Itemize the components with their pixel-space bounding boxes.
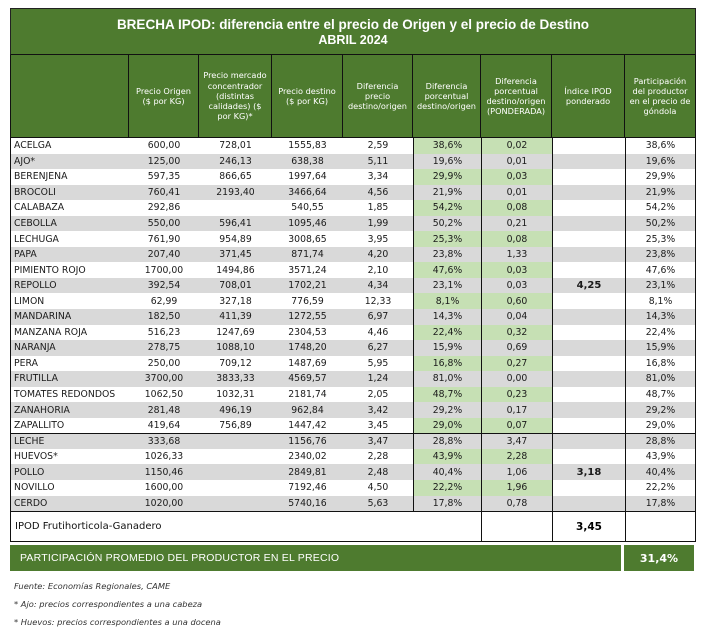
cell-precio-origen: 278,75: [129, 340, 199, 356]
cell-dif-precio: 3,47: [343, 433, 413, 449]
cell-precio-destino: 2181,74: [272, 387, 343, 403]
table-row: [11, 216, 695, 232]
cell-precio-origen: 333,68: [129, 433, 199, 449]
table-row: [11, 278, 695, 294]
cell-dif-ponderada: 0,03: [481, 278, 552, 294]
cell-precio-destino: 2849,81: [272, 464, 343, 480]
cell-dif-ponderada: 0,08: [481, 200, 552, 216]
cell-dif-precio: 12,33: [343, 293, 413, 309]
table-row: [11, 480, 695, 496]
cell-precio-origen: 1700,00: [129, 262, 199, 278]
cell-dif-ponderada: 0,08: [481, 231, 552, 247]
cell-participacion: 19,6%: [625, 154, 695, 170]
cell-precio-origen: 292,86: [129, 200, 199, 216]
cell-producto: POLLO: [11, 464, 129, 480]
cell-dif-ponderada: 0,03: [481, 169, 552, 185]
cell-indice-ipod: [552, 138, 625, 154]
cell-dif-ponderada: 0,60: [481, 293, 552, 309]
cell-precio-origen: 1026,33: [129, 449, 199, 465]
cell-producto: PIMIENTO ROJO: [11, 262, 129, 278]
cell-precio-concentrador: [199, 464, 272, 480]
cell-dif-precio: 3,45: [343, 418, 413, 434]
cell-precio-destino: 540,55: [272, 200, 343, 216]
cell-precio-destino: 871,74: [272, 247, 343, 263]
cell-dif-porcentual: 25,3%: [413, 231, 481, 247]
cell-participacion: 29,0%: [625, 418, 695, 434]
cell-dif-precio: 3,34: [343, 169, 413, 185]
cell-precio-origen: 761,90: [129, 231, 199, 247]
cell-producto: LECHUGA: [11, 231, 129, 247]
cell-precio-destino: 3466,64: [272, 185, 343, 201]
cell-dif-porcentual: 23,8%: [413, 247, 481, 263]
cell-indice-ipod: [552, 418, 625, 434]
cell-precio-origen: 3700,00: [129, 371, 199, 387]
cell-indice-ipod: [552, 231, 625, 247]
cell-producto: NOVILLO: [11, 480, 129, 496]
cell-indice-ipod: [552, 293, 625, 309]
cell-dif-porcentual: 29,2%: [413, 402, 481, 418]
cell-dif-porcentual: 19,6%: [413, 154, 481, 170]
cell-producto: AJO*: [11, 154, 129, 170]
table-row: [11, 309, 695, 325]
cell-producto: HUEVOS*: [11, 449, 129, 465]
cell-precio-origen: 125,00: [129, 154, 199, 170]
header-precio-concentrador: Precio mercado concentrador (distintas calidades) ($ por KG)*: [199, 55, 272, 137]
cell-dif-ponderada: 0,23: [481, 387, 552, 403]
title-banner: [10, 8, 696, 55]
table-row: [11, 154, 695, 170]
cell-precio-concentrador: 1088,10: [199, 340, 272, 356]
cell-precio-origen: 1600,00: [129, 480, 199, 496]
cell-precio-origen: 1062,50: [129, 387, 199, 403]
cell-producto: MANZANA ROJA: [11, 325, 129, 341]
cell-dif-porcentual: 21,9%: [413, 185, 481, 201]
table-row: [11, 231, 695, 247]
table-row: [11, 247, 695, 263]
cell-precio-origen: 392,54: [129, 278, 199, 294]
cell-dif-porcentual: 14,3%: [413, 309, 481, 325]
cell-dif-ponderada: 0,32: [481, 325, 552, 341]
table-row: [11, 262, 695, 278]
footnote-source: Fuente: Economías Regionales, CAME: [14, 581, 171, 592]
cell-participacion: 29,2%: [625, 402, 695, 418]
cell-dif-ponderada: 0,03: [481, 262, 552, 278]
cell-participacion: 8,1%: [625, 293, 695, 309]
cell-dif-precio: 6,27: [343, 340, 413, 356]
cell-precio-concentrador: 1032,31: [199, 387, 272, 403]
cell-precio-concentrador: [199, 449, 272, 465]
cell-participacion: 54,2%: [625, 200, 695, 216]
cell-dif-ponderada: 0,02: [481, 138, 552, 154]
cell-dif-ponderada: 1,06: [481, 464, 552, 480]
header-precio-origen: Precio Origen ($ por KG): [129, 55, 199, 137]
cell-dif-precio: 2,28: [343, 449, 413, 465]
cell-producto: ACELGA: [11, 138, 129, 154]
cell-indice-ipod: [552, 480, 625, 496]
cell-participacion: 25,3%: [625, 231, 695, 247]
cell-dif-ponderada: 0,01: [481, 185, 552, 201]
cell-precio-destino: 7192,46: [272, 480, 343, 496]
cell-precio-destino: 962,84: [272, 402, 343, 418]
cell-precio-destino: 1555,83: [272, 138, 343, 154]
cell-indice-ipod: [552, 496, 625, 512]
cell-precio-concentrador: 2193,40: [199, 185, 272, 201]
cell-precio-concentrador: [199, 200, 272, 216]
cell-producto: LECHE: [11, 433, 129, 449]
cell-producto: NARANJA: [11, 340, 129, 356]
cell-dif-porcentual: 28,8%: [413, 433, 481, 449]
cell-precio-destino: 1702,21: [272, 278, 343, 294]
cell-dif-precio: 5,63: [343, 496, 413, 512]
cell-indice-ipod: [552, 325, 625, 341]
cell-precio-concentrador: 728,01: [199, 138, 272, 154]
cell-precio-origen: 1150,46: [129, 464, 199, 480]
cell-precio-concentrador: 3833,33: [199, 371, 272, 387]
cell-precio-origen: 62,99: [129, 293, 199, 309]
table-row: [11, 449, 695, 465]
participation-banner: [10, 545, 696, 571]
cell-precio-origen: 250,00: [129, 356, 199, 372]
cell-precio-destino: 2340,02: [272, 449, 343, 465]
cell-dif-ponderada: 0,21: [481, 216, 552, 232]
table-row: [11, 325, 695, 341]
cell-dif-ponderada: 0,01: [481, 154, 552, 170]
cell-precio-concentrador: 708,01: [199, 278, 272, 294]
cell-dif-porcentual: 50,2%: [413, 216, 481, 232]
cell-indice-ipod: 3,18: [552, 464, 625, 480]
cell-precio-origen: 182,50: [129, 309, 199, 325]
cell-precio-concentrador: [199, 433, 272, 449]
ipod-value: 3,45: [552, 512, 625, 541]
table-row: [11, 356, 695, 372]
cell-producto: CERDO: [11, 496, 129, 512]
cell-dif-porcentual: 29,9%: [413, 169, 481, 185]
cell-producto: BERENJENA: [11, 169, 129, 185]
cell-precio-origen: 207,40: [129, 247, 199, 263]
cell-precio-destino: 3008,65: [272, 231, 343, 247]
cell-dif-precio: 2,05: [343, 387, 413, 403]
cell-participacion: 14,3%: [625, 309, 695, 325]
cell-producto: CALABAZA: [11, 200, 129, 216]
cell-dif-precio: 1,24: [343, 371, 413, 387]
footnote-ajo: * Ajo: precios correspondientes a una cabeza: [14, 599, 203, 610]
footnote-huevos: * Huevos: precios correspondientes a una docena: [14, 617, 221, 628]
cell-participacion: 16,8%: [625, 356, 695, 372]
cell-producto: MANDARINA: [11, 309, 129, 325]
cell-participacion: 48,7%: [625, 387, 695, 403]
cell-precio-origen: 1020,00: [129, 496, 199, 512]
cell-participacion: 50,2%: [625, 216, 695, 232]
cell-precio-concentrador: [199, 480, 272, 496]
cell-dif-porcentual: 17,8%: [413, 496, 481, 512]
header-dif-porcentual: Diferencia porcentual destino/origen: [413, 55, 481, 137]
cell-dif-ponderada: 1,96: [481, 480, 552, 496]
table-row: [11, 371, 695, 387]
ipod-blank-cell: [625, 512, 695, 541]
cell-participacion: 21,9%: [625, 185, 695, 201]
cell-precio-destino: 1748,20: [272, 340, 343, 356]
cell-dif-precio: 4,20: [343, 247, 413, 263]
cell-dif-precio: 4,34: [343, 278, 413, 294]
cell-dif-porcentual: 81,0%: [413, 371, 481, 387]
cell-precio-concentrador: 756,89: [199, 418, 272, 434]
cell-indice-ipod: [552, 154, 625, 170]
cell-indice-ipod: [552, 402, 625, 418]
cell-indice-ipod: [552, 216, 625, 232]
cell-dif-ponderada: 0,00: [481, 371, 552, 387]
cell-dif-precio: 4,46: [343, 325, 413, 341]
cell-precio-concentrador: 496,19: [199, 402, 272, 418]
cell-dif-porcentual: 22,4%: [413, 325, 481, 341]
cell-dif-ponderada: 3,47: [481, 433, 552, 449]
summary-row-ipod: [10, 512, 696, 542]
cell-precio-destino: 1095,46: [272, 216, 343, 232]
cell-participacion: 15,9%: [625, 340, 695, 356]
cell-indice-ipod: [552, 449, 625, 465]
cell-dif-ponderada: 0,04: [481, 309, 552, 325]
cell-producto: ZAPALLITO: [11, 418, 129, 434]
cell-dif-precio: 6,97: [343, 309, 413, 325]
cell-precio-destino: 3571,24: [272, 262, 343, 278]
ipod-blank-cell: [481, 512, 552, 541]
cell-participacion: 23,1%: [625, 278, 695, 294]
cell-precio-origen: 760,41: [129, 185, 199, 201]
header-indice-ipod: Índice IPOD ponderado: [552, 55, 625, 137]
cell-precio-concentrador: 596,41: [199, 216, 272, 232]
cell-precio-destino: 1156,76: [272, 433, 343, 449]
cell-producto: LIMON: [11, 293, 129, 309]
cell-participacion: 23,8%: [625, 247, 695, 263]
cell-precio-concentrador: 954,89: [199, 231, 272, 247]
cell-producto: FRUTILLA: [11, 371, 129, 387]
cell-precio-origen: 516,23: [129, 325, 199, 341]
cell-precio-origen: 550,00: [129, 216, 199, 232]
cell-participacion: 43,9%: [625, 449, 695, 465]
header-dif-ponderada: Diferencia porcentual destino/origen (PONDERADA): [481, 55, 552, 137]
cell-dif-precio: 4,56: [343, 185, 413, 201]
cell-producto: PERA: [11, 356, 129, 372]
cell-precio-destino: 1272,55: [272, 309, 343, 325]
table-row: [11, 200, 695, 216]
footnotes: [10, 581, 696, 627]
cell-precio-destino: 5740,16: [272, 496, 343, 512]
cell-producto: PAPA: [11, 247, 129, 263]
cell-precio-origen: 419,64: [129, 418, 199, 434]
table-row: [11, 433, 695, 449]
cell-precio-destino: 1487,69: [272, 356, 343, 372]
cell-precio-concentrador: 246,13: [199, 154, 272, 170]
cell-indice-ipod: [552, 262, 625, 278]
cell-indice-ipod: [552, 371, 625, 387]
report-title: BRECHA IPOD: diferencia entre el precio de Origen y el precio de Destino: [116, 16, 590, 32]
cell-dif-ponderada: 0,07: [481, 418, 552, 434]
cell-participacion: 22,4%: [625, 325, 695, 341]
cell-dif-precio: 4,50: [343, 480, 413, 496]
cell-producto: CEBOLLA: [11, 216, 129, 232]
cell-dif-porcentual: 23,1%: [413, 278, 481, 294]
cell-precio-origen: 600,00: [129, 138, 199, 154]
cell-dif-precio: 3,95: [343, 231, 413, 247]
cell-precio-concentrador: 866,65: [199, 169, 272, 185]
cell-precio-concentrador: 371,45: [199, 247, 272, 263]
cell-dif-precio: 2,10: [343, 262, 413, 278]
cell-dif-porcentual: 16,8%: [413, 356, 481, 372]
cell-indice-ipod: [552, 356, 625, 372]
cell-participacion: 22,2%: [625, 480, 695, 496]
cell-dif-precio: 3,42: [343, 402, 413, 418]
cell-dif-precio: 2,59: [343, 138, 413, 154]
participation-banner-value: 31,4%: [624, 545, 694, 571]
cell-indice-ipod: [552, 169, 625, 185]
cell-dif-porcentual: 47,6%: [413, 262, 481, 278]
cell-precio-destino: 2304,53: [272, 325, 343, 341]
cell-dif-ponderada: 0,17: [481, 402, 552, 418]
table-row: [11, 464, 695, 480]
table-row: [11, 293, 695, 309]
cell-indice-ipod: [552, 433, 625, 449]
ipod-label: IPOD Frutihorticola-Ganadero: [15, 521, 162, 533]
header-participacion: Participación del productor en el precio de góndola: [629, 75, 691, 117]
cell-dif-porcentual: 54,2%: [413, 200, 481, 216]
cell-dif-porcentual: 48,7%: [413, 387, 481, 403]
table-row: [11, 402, 695, 418]
table-row: [11, 169, 695, 185]
cell-precio-concentrador: 709,12: [199, 356, 272, 372]
cell-indice-ipod: [552, 247, 625, 263]
cell-participacion: 28,8%: [625, 433, 695, 449]
cell-producto: REPOLLO: [11, 278, 129, 294]
cell-dif-ponderada: 0,78: [481, 496, 552, 512]
cell-dif-porcentual: 22,2%: [413, 480, 481, 496]
cell-dif-ponderada: 2,28: [481, 449, 552, 465]
cell-dif-porcentual: 15,9%: [413, 340, 481, 356]
cell-dif-porcentual: 40,4%: [413, 464, 481, 480]
cell-producto: BROCOLI: [11, 185, 129, 201]
table-row: [11, 387, 695, 403]
cell-indice-ipod: [552, 340, 625, 356]
ipod-table: [10, 8, 696, 627]
cell-participacion: 29,9%: [625, 169, 695, 185]
column-header-row: [10, 55, 696, 138]
cell-dif-ponderada: 0,69: [481, 340, 552, 356]
cell-participacion: 40,4%: [625, 464, 695, 480]
cell-precio-concentrador: 411,39: [199, 309, 272, 325]
cell-dif-precio: 5,11: [343, 154, 413, 170]
cell-precio-origen: 281,48: [129, 402, 199, 418]
cell-precio-destino: 4569,57: [272, 371, 343, 387]
cell-producto: ZANAHORIA: [11, 402, 129, 418]
table-row: [11, 418, 695, 434]
table-body: [10, 138, 696, 512]
cell-dif-ponderada: 0,27: [481, 356, 552, 372]
header-precio-destino: Precio destino ($ por KG): [272, 55, 343, 137]
cell-dif-porcentual: 43,9%: [413, 449, 481, 465]
report-period: ABRIL 2024: [318, 32, 388, 47]
cell-producto: TOMATES REDONDOS: [11, 387, 129, 403]
cell-participacion: 38,6%: [625, 138, 695, 154]
cell-dif-ponderada: 1,33: [481, 247, 552, 263]
cell-indice-ipod: [552, 185, 625, 201]
cell-indice-ipod: [552, 200, 625, 216]
cell-precio-concentrador: 1247,69: [199, 325, 272, 341]
header-dif-precio: Diferencia precio destino/origen: [343, 55, 413, 137]
cell-dif-porcentual: 8,1%: [413, 293, 481, 309]
cell-indice-ipod: 4,25: [552, 278, 625, 294]
table-row: [11, 185, 695, 201]
cell-dif-precio: 1,85: [343, 200, 413, 216]
header-producto: [11, 55, 129, 137]
cell-dif-porcentual: 38,6%: [413, 138, 481, 154]
cell-participacion: 81,0%: [625, 371, 695, 387]
cell-precio-concentrador: 327,18: [199, 293, 272, 309]
cell-precio-concentrador: [199, 496, 272, 512]
table-row: [11, 496, 695, 512]
cell-dif-precio: 1,99: [343, 216, 413, 232]
table-row: [11, 138, 695, 154]
cell-dif-precio: 5,95: [343, 356, 413, 372]
cell-dif-porcentual: 29,0%: [413, 418, 481, 434]
table-row: [11, 340, 695, 356]
participation-banner-label: PARTICIPACIÓN PROMEDIO DEL PRODUCTOR EN EL PRECIO: [10, 545, 621, 571]
cell-precio-destino: 1447,42: [272, 418, 343, 434]
cell-dif-precio: 2,48: [343, 464, 413, 480]
cell-participacion: 47,6%: [625, 262, 695, 278]
cell-indice-ipod: [552, 309, 625, 325]
cell-indice-ipod: [552, 387, 625, 403]
cell-participacion: 17,8%: [625, 496, 695, 512]
cell-precio-concentrador: 1494,86: [199, 262, 272, 278]
cell-precio-destino: 1997,64: [272, 169, 343, 185]
cell-precio-destino: 776,59: [272, 293, 343, 309]
cell-precio-destino: 638,38: [272, 154, 343, 170]
cell-precio-origen: 597,35: [129, 169, 199, 185]
